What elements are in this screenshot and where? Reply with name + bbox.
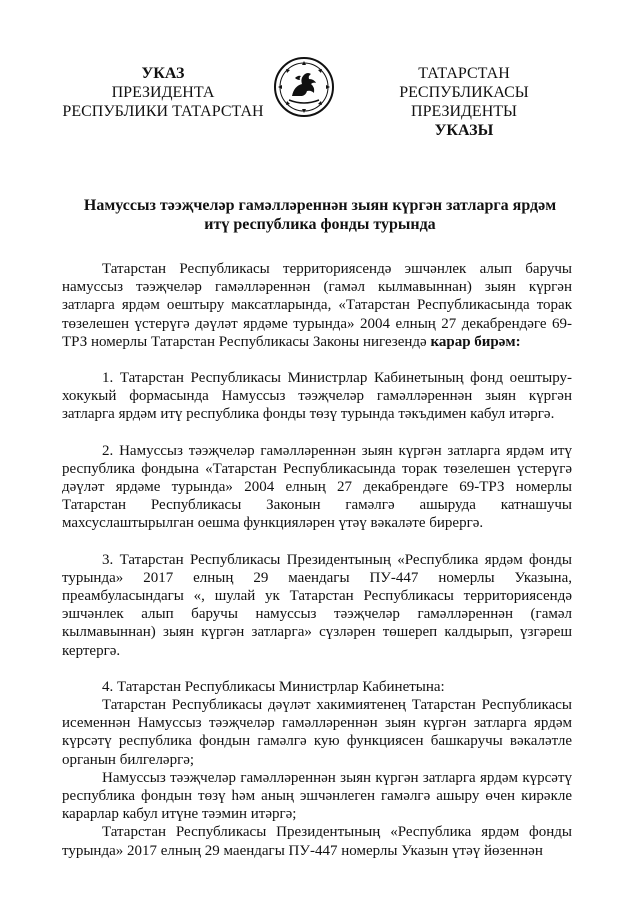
paragraph-4-item-3: Татарстан Республикасы Президентының «Республика ярдәм фонды турында» 2017 елның 29 маендагы ПУ-447 номерлы Указын үтәү йөзеннән xyxy=(62,824,572,859)
preamble-text: Татарстан Республикасы территориясендә эшчәнлек алып баручы намуссыз тәэҗчеләр гамәлләреннән (гамәл кылмавыннан) зыян күргән затларга ярдәм оештыру максатларында, «Татарстан Республикасында торак төзелешен үстерүгә дәүләт ярдәме турында» 2004 елның 27 декабрендәге 69-ТРЗ номерлы Татарстан Республикасы Законы нигезендә xyxy=(62,261,572,350)
tatarstan-coat-of-arms-icon xyxy=(273,56,335,118)
decree-title-line-1: Намуссыз тәэҗчеләр гамәлләреннән зыян күргән затларга ярдәм xyxy=(83,197,557,214)
preamble-paragraph xyxy=(62,260,572,351)
header-right-line-3: УКАЗЫ xyxy=(434,122,494,139)
paragraph-4-item-2: Намуссыз тәэҗчеләр гамәлләреннән зыян күргән затларга ярдәм күрсәтү республика фондын төзү һәм аның эшчәнлеген гамәлгә ашыру өчен кирәкле карарлар кабул итүне тәэмин итәргә; xyxy=(62,769,572,823)
header-left-line-1: УКАЗ xyxy=(141,65,185,82)
decree-title-line-2: итү республика фонды турында xyxy=(204,216,436,233)
header-left-line-2: ПРЕЗИДЕНТА xyxy=(111,84,215,101)
paragraph-3: 3. Татарстан Республикасы Президентының «Республика ярдәм фонды турында» 2017 елның 29 маендагы ПУ-447 номерлы Указына, преамбуласындагы «, шулай ук Татарстан Республикасы территориясендә эшчәнлек алып баручы намуссыз тәэҗчеләр гамәлләреннән (гамәл кылмавыннан) зыян күргән затларга» сүзләрен төшереп калдырып, үзгәреш кертергә. xyxy=(62,551,572,659)
preamble-resolution: карар бирәм: xyxy=(430,333,521,350)
paragraph-4: 4. Татарстан Республикасы Министрлар Кабинетына: xyxy=(102,678,445,695)
header-russian xyxy=(58,64,268,121)
paragraph-1: 1. Татарстан Республикасы Министрлар Кабинетының фонд оештыру-хокукый формасында Намуссыз тәэҗчеләр гамәлләреннән зыян күргән затларга ярдәм итү республика фонды төзү турында тәкъдимен кабул итәргә. xyxy=(62,370,572,423)
decree-title xyxy=(70,196,570,234)
header-right-line-1: ТАТАРСТАН РЕСПУБЛИКАСЫ xyxy=(399,65,529,101)
header-right-line-2: ПРЕЗИДЕНТЫ xyxy=(411,103,517,120)
paragraph-4-item-1: Татарстан Республикасы дәүләт хакимиятенең Татарстан Республикасы исеменнән Намуссыз тәэҗчеләр гамәлләреннән зыян күргән затларга ярдәм күрсәтү республика фондын гамәлгә кую функциясен башкаручы вәкаләтле органын билгеләргә; xyxy=(62,697,572,768)
decree-body xyxy=(62,260,572,860)
header-left-line-3: РЕСПУБЛИКИ ТАТАРСТАН xyxy=(62,103,264,120)
paragraph-2: 2. Намуссыз тәэҗчеләр гамәлләреннән зыян күргән затларга ярдәм итү республика фондына «Татарстан Республикасында торак төзелешен үстерүгә дәүләт ярдәме турында» 2004 елның 27 декабрендәге 69-ТРЗ номерлы Татарстан Республикасы Законын гамәлгә ашыруда катнашучы махсуслаштырылган оешма функцияләрен үтәү вәкаләте бирергә. xyxy=(62,442,572,532)
header-tatar xyxy=(356,64,572,140)
